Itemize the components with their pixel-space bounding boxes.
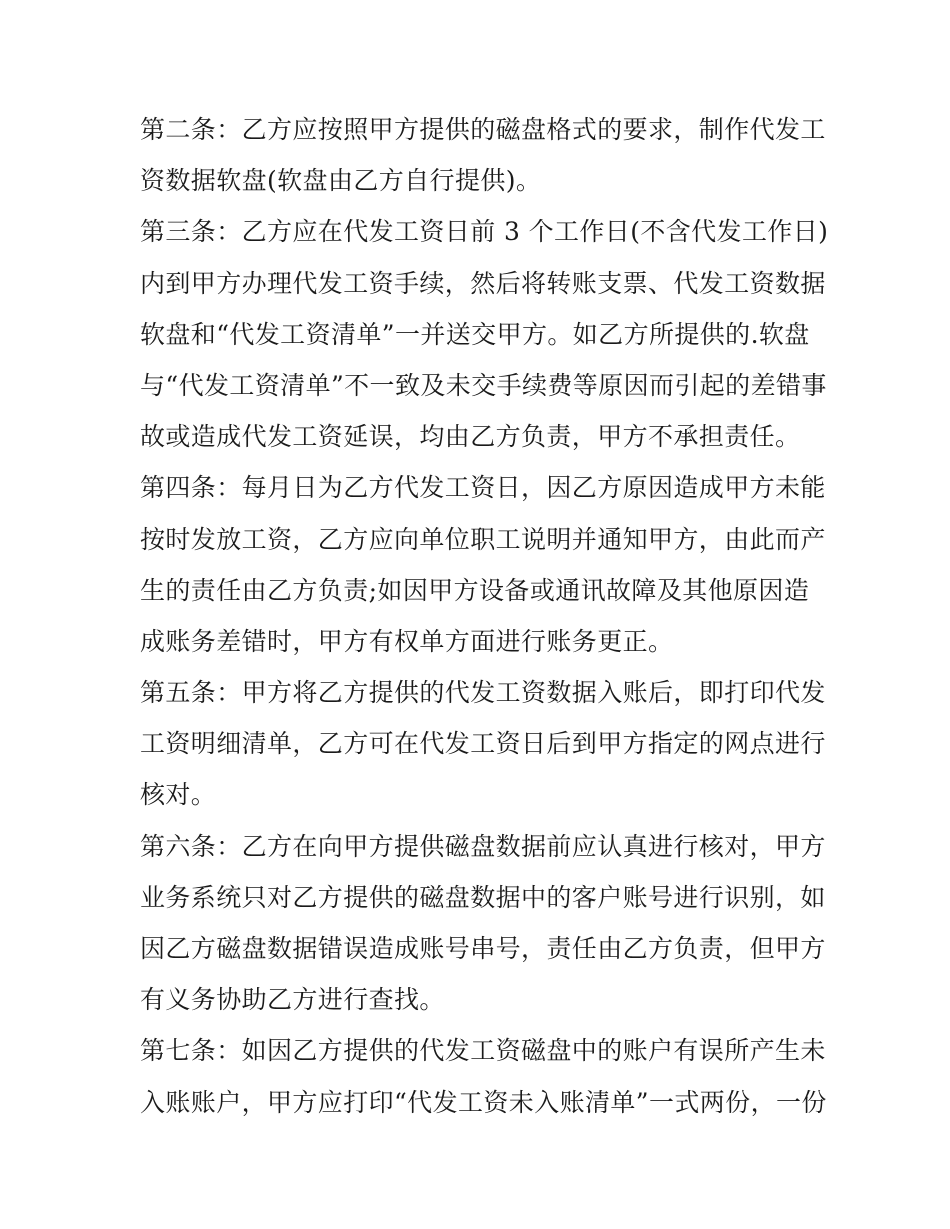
text-line: 第二条：乙方应按照甲方提供的磁盘格式的要求，制作代发工: [140, 115, 826, 144]
text-line: 第六条：乙方在向甲方提供磁盘数据前应认真进行核对，甲方: [140, 831, 826, 861]
text-line: 有义务协助乙方进行查找。: [140, 985, 445, 1015]
text-line: 软盘和“代发工资清单”一并送交甲方。如乙方所提供的.软盘: [140, 319, 810, 349]
text-line: 与“代发工资清单”不一致及未交手续费等原因而引起的差错事: [140, 370, 827, 400]
text-line: 入账账户，甲方应打印“代发工资未入账清单”一式两份，一份: [140, 1087, 827, 1117]
text-line: 第三条：乙方应在代发工资日前 3 个工作日(不含代发工作日): [140, 217, 829, 247]
text-line: 第四条：每月日为乙方代发工资日，因乙方原因造成甲方未能: [140, 473, 826, 503]
text-line: 核对。: [140, 780, 217, 810]
text-line: 第七条：如因乙方提供的代发工资磁盘中的账户有误所产生未: [140, 1036, 826, 1066]
text-line: 因乙方磁盘数据错误造成账号串号，责任由乙方负责，但甲方: [140, 934, 826, 963]
text-line: 第五条：甲方将乙方提供的代发工资数据入账后，即打印代发: [140, 678, 826, 708]
text-line: 内到甲方办理代发工资手续，然后将转账支票、代发工资数据: [140, 268, 826, 298]
text-line: 资数据软盘(软盘由乙方自行提供)。: [140, 166, 542, 196]
text-line: 业务系统只对乙方提供的磁盘数据中的客户账号进行识别，如: [140, 882, 826, 912]
text-line: 成账务差错时，甲方有权单方面进行账务更正。: [140, 626, 674, 656]
text-line: 按时发放工资，乙方应向单位职工说明并通知甲方，由此而产: [140, 524, 826, 554]
text-line: 故或造成代发工资延误，均由乙方负责，甲方不承担责任。: [140, 422, 801, 452]
text-line: 工资明细清单，乙方可在代发工资日后到甲方指定的网点进行: [140, 729, 826, 759]
text-line: 生的责任由乙方负责;如因甲方设备或通讯故障及其他原因造: [140, 575, 810, 605]
document-body: [140, 104, 829, 1128]
